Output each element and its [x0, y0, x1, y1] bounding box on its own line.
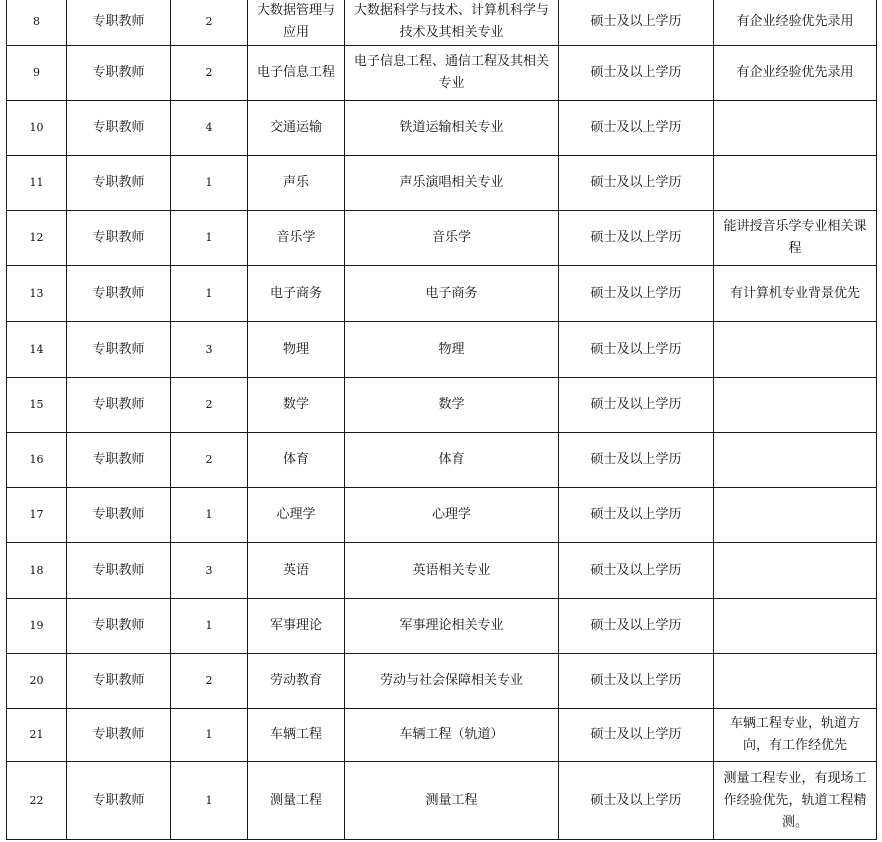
cell-note	[714, 101, 877, 156]
cell-note: 车辆工程专业，轨道方向，有工作经优先	[714, 709, 877, 762]
table-row	[7, 599, 877, 654]
cell-education: 硕士及以上学历	[559, 654, 714, 709]
cell-headcount: 4	[171, 101, 248, 156]
cell-headcount: 3	[171, 543, 248, 599]
cell-education: 硕士及以上学历	[559, 433, 714, 488]
cell-requirement: 电子商务	[345, 266, 559, 322]
cell-education: 硕士及以上学历	[559, 543, 714, 599]
cell-position-type: 专职教师	[67, 762, 171, 840]
cell-position-type: 专职教师	[67, 654, 171, 709]
cell-education: 硕士及以上学历	[559, 488, 714, 543]
cell-note	[714, 599, 877, 654]
cell-major: 声乐	[248, 156, 345, 211]
cell-position-type: 专职教师	[67, 433, 171, 488]
cell-requirement: 物理	[345, 322, 559, 378]
cell-position-type: 专职教师	[67, 46, 171, 101]
cell-education: 硕士及以上学历	[559, 322, 714, 378]
cell-requirement: 声乐演唱相关专业	[345, 156, 559, 211]
cell-note	[714, 488, 877, 543]
cell-major: 测量工程	[248, 762, 345, 840]
cell-note: 能讲授音乐学专业相关课程	[714, 211, 877, 266]
cell-education: 硕士及以上学历	[559, 211, 714, 266]
cell-headcount: 1	[171, 709, 248, 762]
cell-headcount: 1	[171, 266, 248, 322]
cell-position-type: 专职教师	[67, 0, 171, 46]
cell-education: 硕士及以上学历	[559, 709, 714, 762]
table-body	[7, 0, 877, 840]
cell-note	[714, 378, 877, 433]
cell-no: 10	[7, 101, 67, 156]
cell-requirement: 数学	[345, 378, 559, 433]
recruitment-table	[6, 0, 877, 840]
cell-position-type: 专职教师	[67, 599, 171, 654]
cell-headcount: 2	[171, 46, 248, 101]
cell-major: 军事理论	[248, 599, 345, 654]
cell-requirement: 铁道运输相关专业	[345, 101, 559, 156]
cell-note: 有企业经验优先录用	[714, 46, 877, 101]
cell-education: 硕士及以上学历	[559, 266, 714, 322]
cell-major: 物理	[248, 322, 345, 378]
cell-note	[714, 322, 877, 378]
cell-no: 14	[7, 322, 67, 378]
cell-requirement: 测量工程	[345, 762, 559, 840]
table-row	[7, 0, 877, 46]
cell-no: 15	[7, 378, 67, 433]
cell-no: 22	[7, 762, 67, 840]
cell-no: 16	[7, 433, 67, 488]
table-row	[7, 543, 877, 599]
cell-education: 硕士及以上学历	[559, 46, 714, 101]
cell-no: 20	[7, 654, 67, 709]
cell-education: 硕士及以上学历	[559, 156, 714, 211]
cell-major: 车辆工程	[248, 709, 345, 762]
table-row	[7, 433, 877, 488]
cell-headcount: 1	[171, 156, 248, 211]
cell-headcount: 1	[171, 488, 248, 543]
table-row	[7, 322, 877, 378]
cell-headcount: 1	[171, 599, 248, 654]
cell-education: 硕士及以上学历	[559, 378, 714, 433]
cell-note	[714, 433, 877, 488]
cell-headcount: 1	[171, 211, 248, 266]
table-row	[7, 762, 877, 840]
table-row	[7, 488, 877, 543]
cell-no: 11	[7, 156, 67, 211]
cell-requirement: 电子信息工程、通信工程及其相关专业	[345, 46, 559, 101]
cell-education: 硕士及以上学历	[559, 599, 714, 654]
cell-major: 电子商务	[248, 266, 345, 322]
cell-requirement: 体育	[345, 433, 559, 488]
cell-education: 硕士及以上学历	[559, 101, 714, 156]
table-row	[7, 101, 877, 156]
cell-no: 9	[7, 46, 67, 101]
cell-note: 有企业经验优先录用	[714, 0, 877, 46]
cell-requirement: 军事理论相关专业	[345, 599, 559, 654]
cell-education: 硕士及以上学历	[559, 762, 714, 840]
cell-position-type: 专职教师	[67, 156, 171, 211]
cell-no: 19	[7, 599, 67, 654]
table-row	[7, 211, 877, 266]
cell-no: 13	[7, 266, 67, 322]
cell-note: 有计算机专业背景优先	[714, 266, 877, 322]
cell-major: 劳动教育	[248, 654, 345, 709]
cell-major: 交通运输	[248, 101, 345, 156]
cell-no: 17	[7, 488, 67, 543]
cell-position-type: 专职教师	[67, 488, 171, 543]
cell-major: 大数据管理与应用	[248, 0, 345, 46]
cell-position-type: 专职教师	[67, 709, 171, 762]
cell-major: 英语	[248, 543, 345, 599]
cell-requirement: 大数据科学与技术、计算机科学与技术及其相关专业	[345, 0, 559, 46]
cell-no: 18	[7, 543, 67, 599]
cell-position-type: 专职教师	[67, 543, 171, 599]
cell-requirement: 车辆工程（轨道）	[345, 709, 559, 762]
cell-headcount: 3	[171, 322, 248, 378]
cell-major: 电子信息工程	[248, 46, 345, 101]
cell-requirement: 英语相关专业	[345, 543, 559, 599]
table-row	[7, 266, 877, 322]
cell-requirement: 音乐学	[345, 211, 559, 266]
cell-note: 测量工程专业，有现场工作经验优先，轨道工程精测。	[714, 762, 877, 840]
cell-major: 数学	[248, 378, 345, 433]
table-row	[7, 46, 877, 101]
cell-position-type: 专职教师	[67, 211, 171, 266]
cell-note	[714, 156, 877, 211]
cell-major: 体育	[248, 433, 345, 488]
cell-major: 音乐学	[248, 211, 345, 266]
cell-no: 8	[7, 0, 67, 46]
cell-no: 12	[7, 211, 67, 266]
table-row	[7, 709, 877, 762]
cell-headcount: 1	[171, 762, 248, 840]
table-row	[7, 156, 877, 211]
cell-note	[714, 654, 877, 709]
cell-headcount: 2	[171, 0, 248, 46]
cell-headcount: 2	[171, 378, 248, 433]
cell-position-type: 专职教师	[67, 322, 171, 378]
cell-position-type: 专职教师	[67, 378, 171, 433]
cell-note	[714, 543, 877, 599]
cell-major: 心理学	[248, 488, 345, 543]
cell-headcount: 2	[171, 654, 248, 709]
cell-education: 硕士及以上学历	[559, 0, 714, 46]
table-row	[7, 654, 877, 709]
cell-no: 21	[7, 709, 67, 762]
cell-headcount: 2	[171, 433, 248, 488]
cell-position-type: 专职教师	[67, 266, 171, 322]
cell-position-type: 专职教师	[67, 101, 171, 156]
table-row	[7, 378, 877, 433]
cell-requirement: 心理学	[345, 488, 559, 543]
cell-requirement: 劳动与社会保障相关专业	[345, 654, 559, 709]
